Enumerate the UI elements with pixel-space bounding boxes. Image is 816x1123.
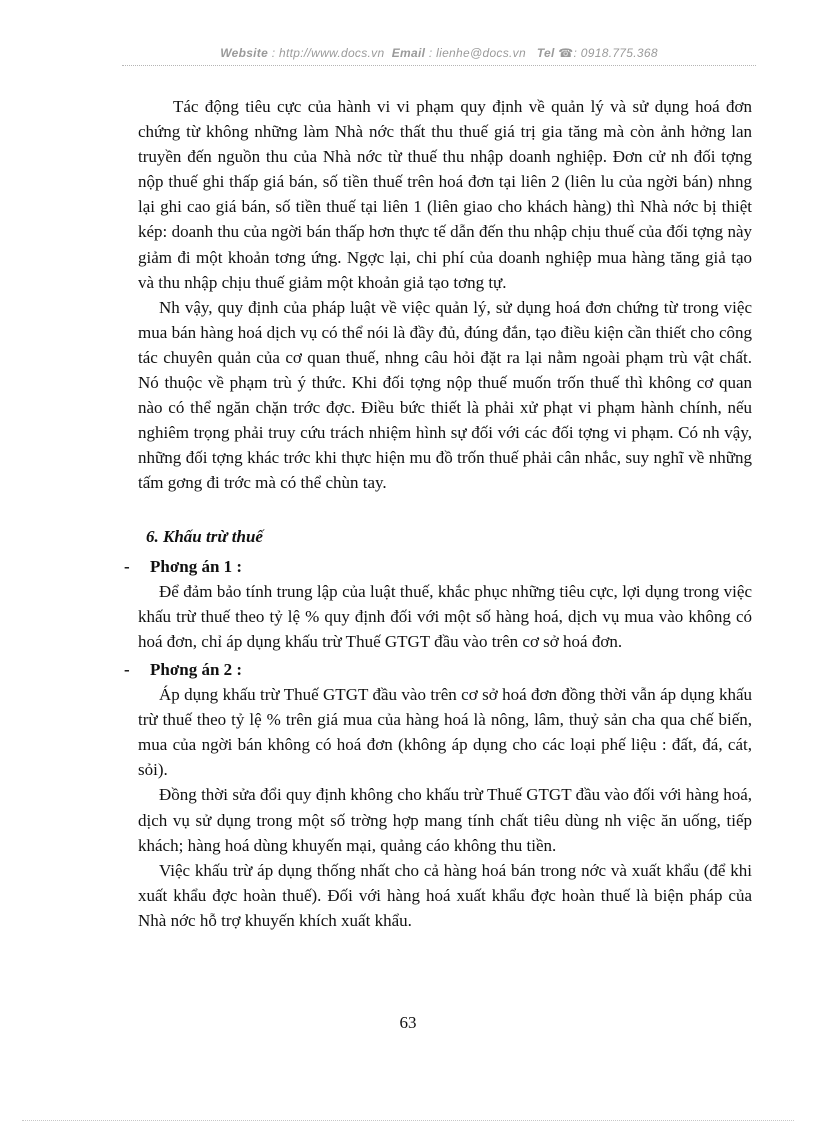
option-1-heading [124, 554, 752, 579]
tel-label: Tel [536, 46, 555, 60]
email-separator: : [425, 46, 437, 60]
page-body [124, 94, 752, 933]
page-header [122, 46, 756, 60]
body-paragraph: Áp dụng khấu trừ Thuế GTGT đầu vào trên cơ sở hoá đơn đồng thời vẫn áp dụng khấu trừ thuế theo tỷ lệ % trên giá mua của hàng hoá là nông, lâm, thuỷ sản cha qua chế biến, mua của ngời bán không có hoá đơn (không áp dụng cho các loại phế liệu : đất, đá, cát, sỏi). [138, 685, 752, 780]
website-separator: : [268, 46, 279, 60]
body-paragraph: Tác động tiêu cực của hành vi vi phạm quy định về quản lý và sử dụng hoá đơn chứng từ không những làm Nhà nớc thất thu thuế giá trị gia tăng mà còn ảnh hởng lan truyền đến nguồn thu của Nhà nớc từ thuế thu nhập doanh nghiệp. Đơn cử nh đối tợng nộp thuế ghi thấp giá bán, số tiền thuế trên hoá đơn tại liên 2 (liên lu của ngời bán) nhng lại ghi cao giá bán, số tiền thuế tại liên 1 (liên giao cho khách hàng) thì Nhà nớc bị thiệt kép: doanh thu của ngời bán thấp hơn thực tế dẫn đến thu nhập chịu thuế của đối tợng này giảm đi một khoản tơng ứng. Ngợc lại, chi phí của doanh nghiệp mua hàng tăng giả tạo và thu nhập chịu thuế giảm một khoản giả tạo tơng tự. [138, 97, 752, 292]
section-heading: 6. Khấu trừ thuế [146, 526, 263, 546]
body-paragraph: Để đảm bảo tính trung lập của luật thuế, khắc phục những tiêu cực, lợi dụng trong việc khấu trừ thuế theo tỷ lệ % quy định đối với một số hàng hoá, dịch vụ mua vào không có hoá đơn, chỉ áp dụng khấu trừ Thuế GTGT đầu vào trên cơ sở hoá đơn. [138, 581, 752, 651]
page-number: 63 [399, 1013, 417, 1032]
website-label: Website [220, 46, 269, 60]
option-2-heading [124, 657, 752, 682]
bullet-dash: - [124, 556, 130, 576]
body-paragraph: Đồng thời sửa đổi quy định không cho khấu trừ Thuế GTGT đầu vào đối với hàng hoá, dịch vụ sử dụng trong một số trờng hợp mang tính chất tiêu dùng nh việc ăn uống, tiếp khách; hàng hoá dùng khuyến mại, quảng cáo không thu tiền. [138, 785, 752, 855]
tel-separator: : [573, 46, 581, 60]
body-paragraph: Nh vậy, quy định của pháp luật về việc quản lý, sử dụng hoá đơn chứng từ trong việc mua bán hàng hoá dịch vụ có thể nói là đầy đủ, đúng đắn, tạo điều kiện cần thiết cho công tác chuyên quản của cơ quan thuế, nhng câu hỏi đặt ra lại nằm ngoài phạm trù vật chất. Nó thuộc về phạm trù ý thức. Khi đối tợng nộp thuế muốn trốn thuế thì không cơ quan nào có thể ngăn chặn trớc đợc. Điều bức thiết là phải xử phạt vi phạm hành chính, nếu nghiêm trọng phải truy cứu trách nhiệm hình sự đối với các đối tợng vi phạm. Có nh vậy, những đối tợng khác trớc khi thực hiện mu đồ trốn thuế phải cân nhắc, suy nghĩ về những tấm gơng đi trớc mà có thể chùn tay. [138, 297, 752, 493]
bullet-dash: - [124, 659, 130, 679]
email-link[interactable]: lienhe@docs.vn [436, 46, 526, 60]
body-paragraph: Việc khấu trừ áp dụng thống nhất cho cả hàng hoá bán trong nớc và xuất khẩu (để khi xuất khẩu đợc hoàn thuế). Đối với hàng hoá xuất khẩu đợc hoàn thuế là biện pháp của Nhà nớc hỗ trợ khuyến khích xuất khẩu. [138, 860, 752, 930]
website-link[interactable]: http://www.docs.vn [279, 46, 385, 60]
tel-value: 0918.775.368 [580, 46, 658, 60]
option-2-title: Phơng án 2 : [150, 659, 243, 679]
option-1-title: Phơng án 1 : [150, 556, 243, 576]
phone-icon: ☎ [558, 46, 574, 60]
header-divider [122, 65, 756, 66]
page-bottom-border [22, 1120, 794, 1121]
email-label: Email [391, 46, 426, 60]
